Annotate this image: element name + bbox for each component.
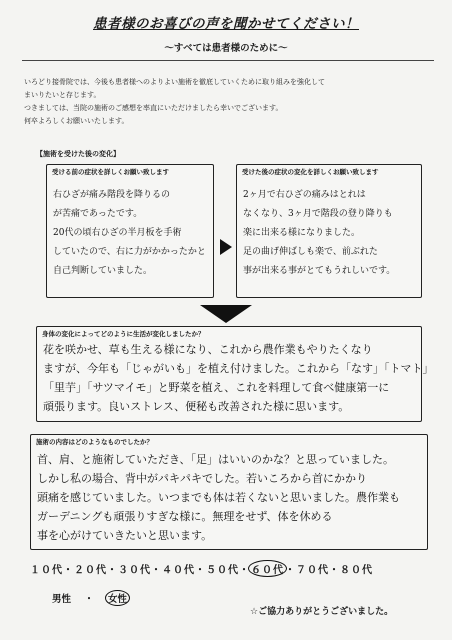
- handwritten-line: 事を心がけていきたいと思います。: [37, 529, 213, 542]
- thanks-text: ☆ご協力ありがとうございました。: [250, 607, 394, 617]
- intro-line: いろどり接骨院では、今後も患者様へのよりよい施術を徹底していくために取り組みを強化して: [24, 78, 325, 86]
- age-option[interactable]: ３０代: [118, 565, 151, 576]
- handwritten-line: していたので、右に力がかかったかと: [53, 247, 206, 257]
- page-title: 患者様のお喜びの声を聞かせてください！: [93, 16, 359, 32]
- handwritten-line: 足の曲げ伸ばしも楽で、前ぶれた: [243, 247, 378, 257]
- handwritten-line: 頭痛を感じていました。いつまでも体は若くないと思いました。農作業も: [37, 491, 400, 504]
- arrow-right-icon: [220, 239, 232, 255]
- gender-separator: ・: [84, 594, 94, 605]
- gender-options: [52, 590, 128, 606]
- handwritten-line: ますが、今年も「じゃがいも」を植え付けました。これから「なす」「トマト」: [43, 362, 434, 375]
- handwritten-line: ガーデニングも頑張りすぎな様に。無理をせず、体を休める: [37, 510, 333, 523]
- handwritten-line: 事が出来る事がとてもうれしいです。: [243, 266, 396, 276]
- impression-box-title: 施術の内容はどのようなものでしたか？: [36, 438, 153, 446]
- handwritten-line: 2ヶ月で右ひざの痛みはとれは: [243, 190, 366, 200]
- handwritten-line: 20代の頃右ひざの半月板を手術: [53, 228, 182, 238]
- treatment-content-box: [30, 434, 428, 550]
- arrow-down-icon: [200, 305, 252, 323]
- age-option[interactable]: ５０代: [206, 565, 239, 576]
- after-treatment-box: [236, 164, 422, 298]
- age-option[interactable]: ７０代: [296, 565, 329, 576]
- intro-text: [24, 76, 434, 128]
- age-option[interactable]: ４０代: [162, 565, 195, 576]
- gender-male[interactable]: 男性: [52, 594, 72, 605]
- handwritten-line: 頑張ります。良いストレス、便秘も改善された様に思います。: [43, 400, 350, 413]
- page-subtitle: 〜すべては患者様のために〜: [164, 43, 288, 54]
- handwritten-line: なくなり、3ヶ月で階段の登り降りも: [243, 209, 393, 219]
- handwritten-line: 自己判断していました。: [53, 266, 153, 276]
- age-option[interactable]: ２０代: [74, 565, 107, 576]
- age-option[interactable]: １０代: [30, 565, 63, 576]
- handwritten-line: 「里芋」「サツマイモ」と野菜を植え、これを料理して食べ健康第一に: [43, 381, 390, 394]
- handwritten-line: 花を咲かせ、草も生える様になり、これから農作業もやりたくなり: [43, 343, 373, 356]
- life-change-box: [36, 326, 434, 422]
- intro-line: つきましては、当院の施術のご感想を率直にいただけましたら幸いでございます。: [24, 104, 283, 112]
- age-options: １０代・２０代・３０代・４０代・５０代・６０代・７０代・８０代: [30, 560, 373, 577]
- age-option[interactable]: ８０代: [340, 565, 373, 576]
- before-box-title: 受ける前の症状を詳しくお願い致します: [52, 168, 169, 176]
- intro-line: まいりたいと存じます。: [24, 91, 101, 99]
- gender-female-selected[interactable]: 女性: [105, 590, 130, 606]
- age-option-selected[interactable]: ６０代: [248, 560, 287, 577]
- handwritten-line: 首、肩、と施術していただき、「足」はいいのかな？と思っていました。: [37, 453, 395, 466]
- before-treatment-box: [46, 164, 214, 298]
- handwritten-line: 楽に出来る様になりました。: [243, 228, 361, 238]
- handwritten-line: 右ひざが痛み階段を降りるの: [53, 190, 171, 200]
- handwritten-line: しかし私の場合、背中がパキパキでした。若いころから首にかかり: [37, 472, 367, 485]
- handwritten-line: が苦痛であったです。: [53, 209, 143, 219]
- section-label: 【施術を受けた後の変化】: [36, 150, 120, 158]
- after-box-title: 受けた後の症状の変化を詳しくお願い致します: [242, 168, 379, 176]
- divider: [22, 60, 434, 61]
- life-box-title: 身体の変化によってどのように生活が変化しましたか？: [42, 330, 205, 338]
- intro-line: 何卒よろしくお願いいたします。: [24, 117, 129, 125]
